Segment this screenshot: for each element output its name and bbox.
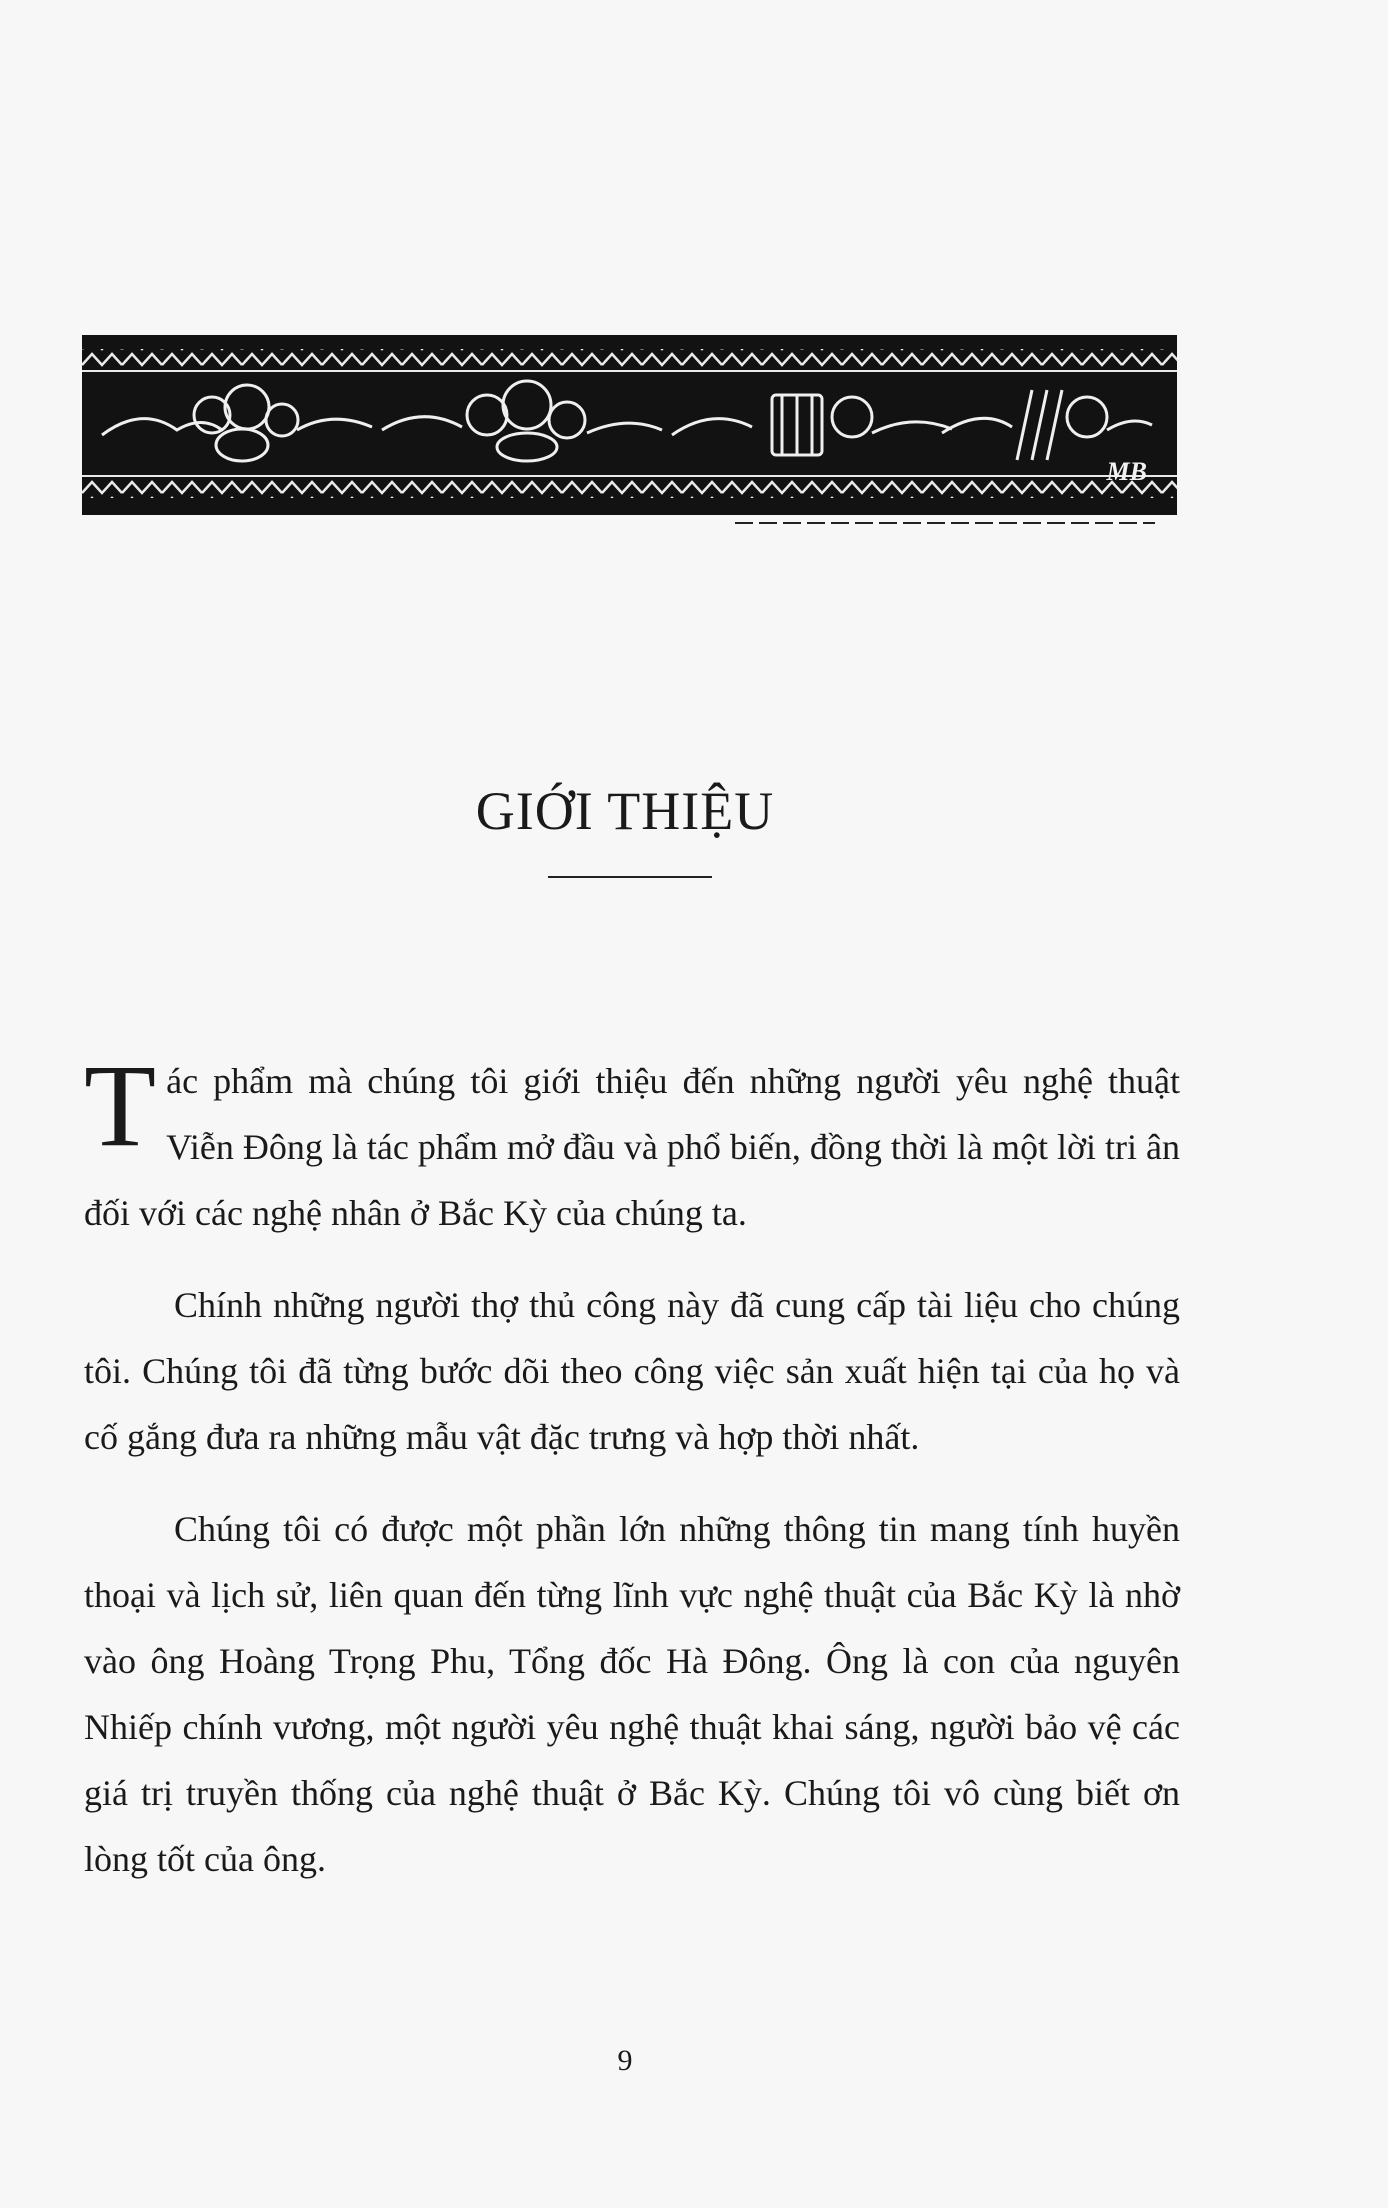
- artist-monogram: MB: [1106, 457, 1147, 486]
- body-text: [84, 1040, 1180, 1892]
- paragraph-2: Chính những người thợ thủ công này đã cung cấp tài liệu cho chúng tôi. Chúng tôi đã từng bước dõi theo công việc sản xuất hiện tại của họ và cố gắng đưa ra những mẫu vật đặc trưng và hợp thời nhất.: [84, 1285, 1180, 1457]
- banner-edge-decoration: [735, 520, 1155, 526]
- title-divider: [548, 876, 712, 878]
- page-number: 9: [617, 2044, 633, 2077]
- drop-cap: T: [84, 1040, 157, 1171]
- paragraph-1: [84, 1040, 1180, 1246]
- paragraph-1-text: ác phẩm mà chúng tôi giới thiệu đến những người yêu nghệ thuật Viễn Đông là tác phẩm mở đầu và phổ biến, đồng thời là một lời tri ân đối với các nghệ nhân ở Bắc Kỳ của chúng ta.: [84, 1061, 1180, 1233]
- chapter-title: GIỚI THIỆU: [475, 781, 775, 841]
- decorative-banner: [82, 335, 1177, 515]
- paragraph-3: Chúng tôi có được một phần lớn những thông tin mang tính huyền thoại và lịch sử, liên quan đến từng lĩnh vực nghệ thuật của Bắc Kỳ là nhờ vào ông Hoàng Trọng Phu, Tổng đốc Hà Đông. Ông là con của nguyên Nhiếp chính vương, một người yêu nghệ thuật khai sáng, người bảo vệ các giá trị truyền thống của nghệ thuật ở Bắc Kỳ. Chúng tôi vô cùng biết ơn lòng tốt của ông.: [84, 1509, 1180, 1879]
- cloud-ornament-icon: [82, 335, 1177, 515]
